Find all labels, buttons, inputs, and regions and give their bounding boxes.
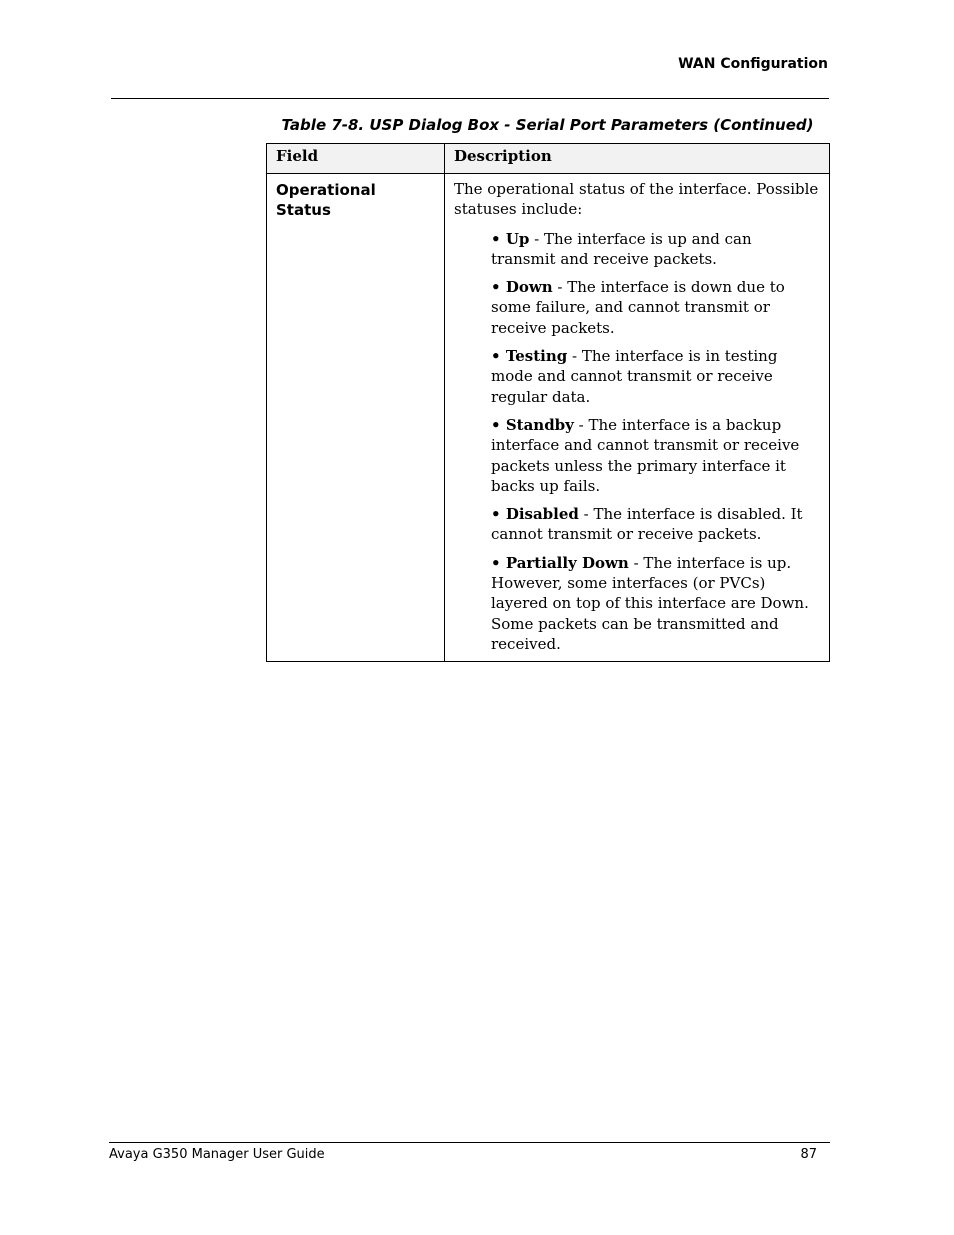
status-term: Partially Down xyxy=(505,553,629,572)
status-text: - The interface is up. However, some interfaces (or PVCs) layered on top of this interface are Down. Some packets can be transmitted and received. xyxy=(491,553,809,653)
status-item-standby xyxy=(491,415,820,496)
status-text: - The interface is in testing mode and cannot transmit or receive regular data. xyxy=(491,347,778,406)
bullet-icon: • xyxy=(491,229,506,248)
bullet-icon: • xyxy=(491,553,506,572)
status-term: Down xyxy=(505,278,553,297)
table-header-row xyxy=(267,144,830,174)
serial-port-parameters-table xyxy=(266,143,830,662)
status-term: Standby xyxy=(505,415,574,434)
status-term: Disabled xyxy=(505,505,579,524)
status-term: Testing xyxy=(505,347,568,366)
description-intro: The operational status of the interface. Possible statuses include: xyxy=(454,180,819,219)
status-term: Up xyxy=(505,229,530,248)
bullet-icon: • xyxy=(491,505,506,524)
status-item-up xyxy=(491,229,820,270)
status-text: - The interface is down due to some failure, and cannot transmit or receive packets. xyxy=(491,278,785,337)
bullet-icon: • xyxy=(491,347,506,366)
status-list xyxy=(454,229,820,655)
status-item-partially-down xyxy=(491,553,820,654)
bullet-icon: • xyxy=(491,415,506,434)
footer-doc-title: Avaya G350 Manager User Guide xyxy=(109,1147,325,1162)
status-text: - The interface is up and can transmit and receive packets. xyxy=(491,229,752,268)
table-caption: Table 7-8. USP Dialog Box - Serial Port Parameters (Continued) xyxy=(281,116,814,134)
status-text: - The interface is a backup interface and cannot transmit or receive packets unless the primary interface it backs up fails. xyxy=(491,415,800,495)
header-rule xyxy=(111,98,829,99)
column-header-description: Description xyxy=(445,144,830,174)
status-item-disabled xyxy=(491,504,820,545)
status-item-testing xyxy=(491,346,820,407)
footer-rule xyxy=(109,1142,830,1143)
bullet-icon: • xyxy=(491,278,506,297)
running-head: WAN Configuration xyxy=(678,56,828,72)
status-item-down xyxy=(491,277,820,338)
page-number: 87 xyxy=(800,1147,817,1162)
field-name: Operational Status xyxy=(267,174,445,662)
column-header-field: Field xyxy=(267,144,445,174)
status-text: - The interface is disabled. It cannot transmit or receive packets. xyxy=(491,505,803,544)
field-description xyxy=(445,174,830,662)
table-row xyxy=(267,174,830,662)
